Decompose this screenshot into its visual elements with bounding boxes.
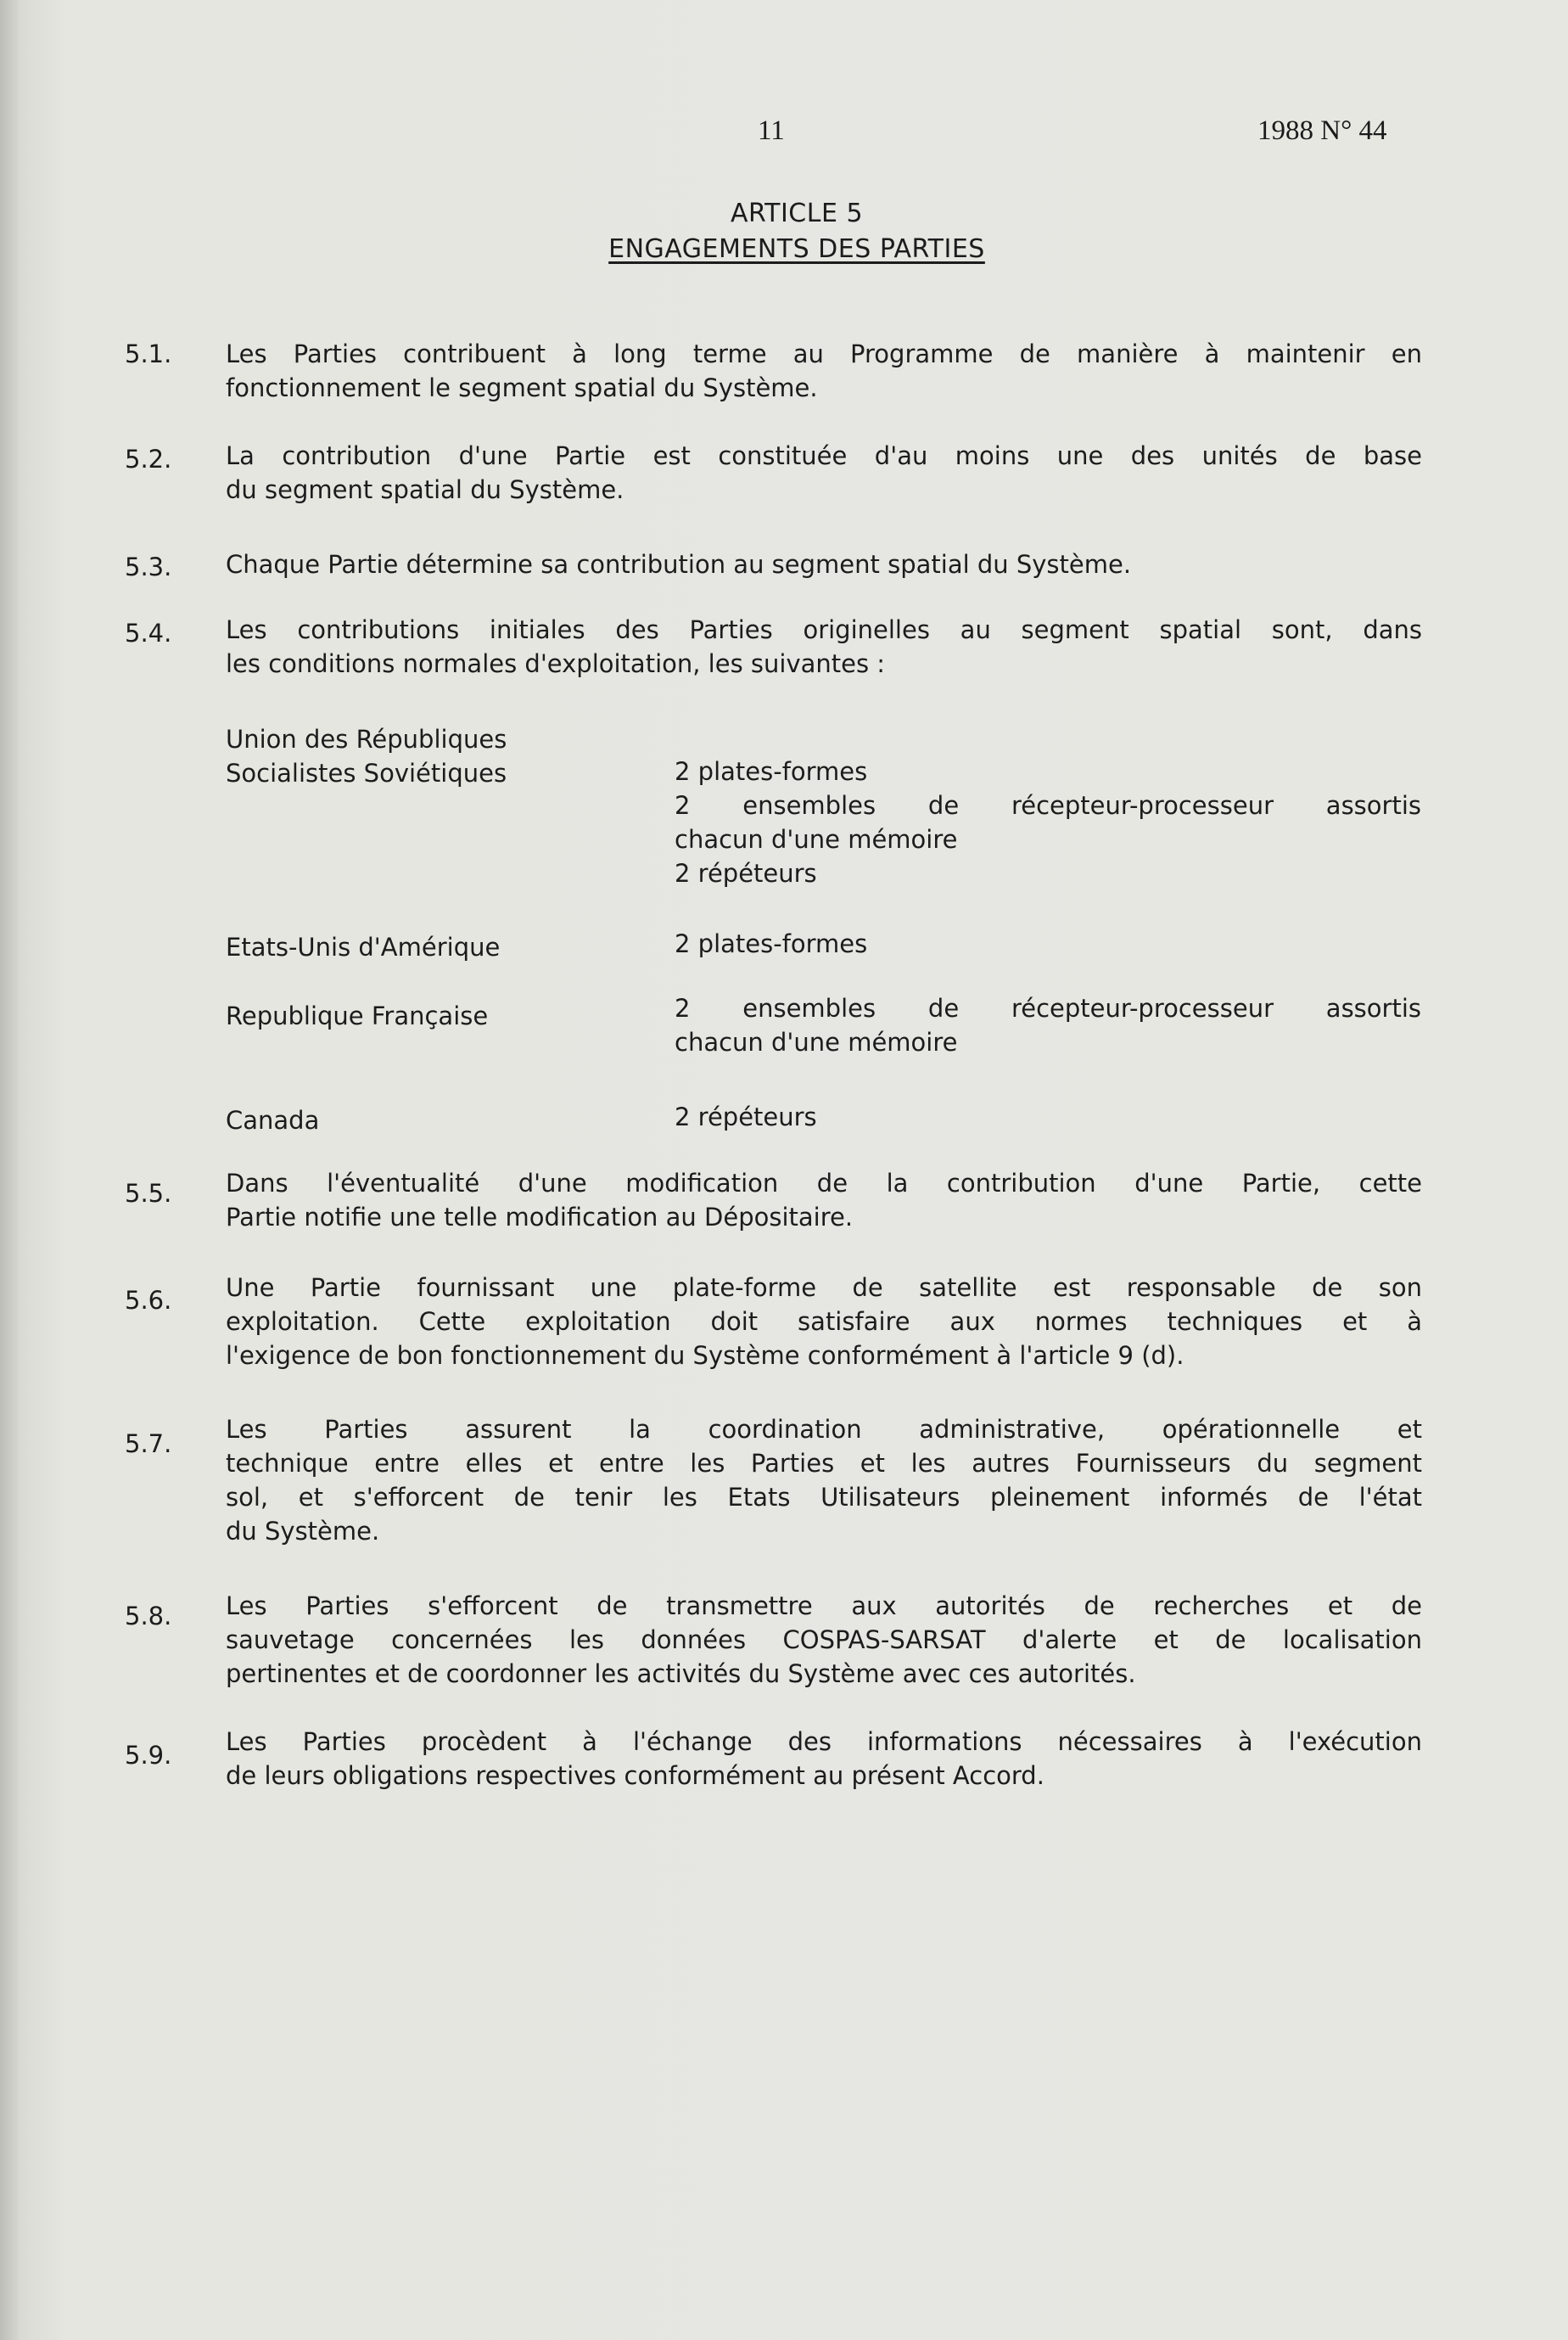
contribution-item: 2 répéteurs xyxy=(675,859,817,888)
country-line: Union des Républiques xyxy=(226,725,507,754)
paragraph-line: Les Parties s'efforcent de transmettre aux autorités de recherches et de xyxy=(226,1591,1422,1620)
paragraph-text xyxy=(226,337,1422,405)
paragraph-text xyxy=(226,1166,1422,1234)
paragraph-line: sauvetage concernées les données COSPAS-SARSAT d'alerte et de localisation xyxy=(226,1625,1422,1654)
contribution-item: chacun d'une mémoire xyxy=(675,1028,958,1057)
contribution-item: 2 plates-formes xyxy=(675,929,868,958)
contribution-item: 2 plates-formes xyxy=(675,757,868,786)
paragraph-text xyxy=(226,613,1422,681)
contribution-country xyxy=(226,930,500,964)
contribution-country xyxy=(226,1103,319,1137)
contribution-country xyxy=(226,722,507,790)
page-binding-shadow xyxy=(0,0,19,2340)
paragraph-line: Chaque Partie détermine sa contribution au segment spatial du Système. xyxy=(226,550,1132,579)
paragraph-number: 5.1. xyxy=(125,339,172,368)
contribution-country xyxy=(226,999,488,1033)
paragraph-line: Dans l'éventualité d'une modification de la contribution d'une Partie, cette xyxy=(226,1169,1422,1198)
paragraph-text xyxy=(226,439,1422,507)
contribution-items xyxy=(675,755,1421,890)
paragraph-line: de leurs obligations respectives conformément au présent Accord. xyxy=(226,1761,1044,1790)
paragraph-number: 5.8. xyxy=(125,1602,172,1630)
paragraph-line: Les Parties assurent la coordination administrative, opérationnelle et xyxy=(226,1415,1422,1444)
paragraph-number: 5.9. xyxy=(125,1741,172,1770)
country-line: Socialistes Soviétiques xyxy=(226,759,507,788)
paragraph-line: sol, et s'efforcent de tenir les Etats Utilisateurs pleinement informés de l'état xyxy=(226,1483,1422,1512)
article-title: ENGAGEMENTS DES PARTIES xyxy=(608,234,985,264)
page-number: 11 xyxy=(758,115,785,146)
paragraph-line: pertinentes et de coordonner les activités du Système avec ces autorités. xyxy=(226,1659,1136,1688)
paragraph-number: 5.5. xyxy=(125,1179,172,1208)
paragraph-line: l'exigence de bon fonctionnement du Système conformément à l'article 9 (d). xyxy=(226,1341,1184,1370)
paragraph-line: Partie notifie une telle modification au Dépositaire. xyxy=(226,1203,854,1232)
country-line: Republique Française xyxy=(226,1002,489,1030)
paragraph-line: Les Parties contribuent à long terme au Programme de manière à maintenir en xyxy=(226,339,1422,368)
contribution-item: 2 ensembles de récepteur-processeur assortis xyxy=(675,994,1421,1023)
contribution-item: chacun d'une mémoire xyxy=(675,825,958,854)
gazette-issue: 1988 N° 44 xyxy=(1257,115,1387,146)
country-line: Etats-Unis d'Amérique xyxy=(226,933,501,962)
paragraph-line: exploitation. Cette exploitation doit satisfaire aux normes techniques et à xyxy=(226,1307,1422,1336)
paragraph-line: La contribution d'une Partie est constituée d'au moins une des unités de base xyxy=(226,441,1422,470)
contribution-item: 2 ensembles de récepteur-processeur assortis xyxy=(675,791,1421,820)
contribution-items xyxy=(675,1100,1421,1134)
paragraph-number: 5.2. xyxy=(125,445,172,474)
paragraph-number: 5.3. xyxy=(125,553,172,581)
paragraph-line: fonctionnement le segment spatial du Système. xyxy=(226,373,818,402)
paragraph-text xyxy=(226,1412,1422,1548)
paragraph-line: les conditions normales d'exploitation, les suivantes : xyxy=(226,649,886,678)
paragraph-line: Les Parties procèdent à l'échange des informations nécessaires à l'exécution xyxy=(226,1727,1422,1756)
contribution-items xyxy=(675,991,1421,1059)
paragraph-text xyxy=(226,1589,1422,1691)
paragraph-line: du segment spatial du Système. xyxy=(226,475,624,504)
paragraph-text xyxy=(226,1725,1422,1793)
contribution-items xyxy=(675,927,1421,961)
paragraph-line: Une Partie fournissant une plate-forme de satellite est responsable de son xyxy=(226,1273,1422,1302)
paragraph-number: 5.4. xyxy=(125,619,172,648)
paragraph-number: 5.6. xyxy=(125,1286,172,1315)
paragraph-number: 5.7. xyxy=(125,1429,172,1458)
article-number: ARTICLE 5 xyxy=(730,199,864,228)
country-line: Canada xyxy=(226,1106,320,1135)
contribution-item: 2 répéteurs xyxy=(675,1103,817,1131)
paragraph-text xyxy=(226,1271,1422,1372)
paragraph-line: du Système. xyxy=(226,1517,380,1546)
paragraph-line: technique entre elles et entre les Parties et les autres Fournisseurs du segment xyxy=(226,1449,1422,1478)
paragraph-text xyxy=(226,547,1422,581)
paragraph-line: Les contributions initiales des Parties originelles au segment spatial sont, dans xyxy=(226,615,1422,644)
